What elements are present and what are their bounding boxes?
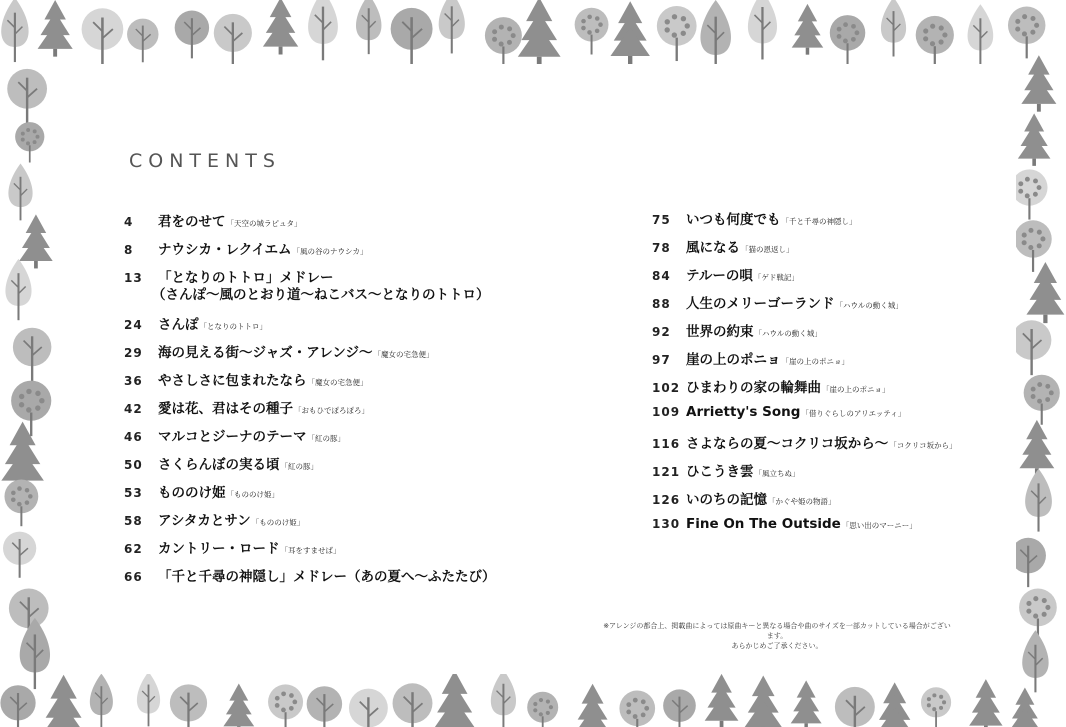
page-number: 92 — [652, 325, 671, 339]
tree-icon — [1019, 589, 1057, 641]
song-title: カントリー・ロード — [158, 541, 280, 557]
song-title: ひまわりの家の輪舞曲 — [686, 380, 821, 396]
tree-icon — [969, 679, 1002, 727]
source-film: 「コクリコ坂から」 — [889, 441, 957, 450]
source-film: 「ゲド戦記」 — [753, 273, 799, 282]
source-film: 「もののけ姫」 — [226, 490, 279, 499]
source-film: 「風の谷のナウシカ」 — [292, 247, 368, 256]
page-number: 121 — [652, 465, 681, 479]
tree-icon — [835, 687, 875, 727]
song-title: もののけ姫 — [158, 485, 226, 501]
toc-entry[interactable] — [652, 264, 799, 284]
tree-icon — [791, 680, 822, 727]
toc-entry[interactable] — [652, 432, 957, 452]
song-title: いつも何度でも — [686, 212, 781, 228]
song-title: Fine On The Outside — [686, 516, 841, 532]
page-number: 58 — [124, 514, 143, 528]
tree-icon — [485, 17, 522, 68]
song-title-continued: （さんぽ～風のとおり道～ねこバス～となりのトトロ） — [152, 287, 490, 303]
tree-icon — [439, 0, 465, 53]
tree-icon — [11, 381, 51, 437]
toc-entry[interactable] — [124, 565, 496, 585]
tree-icon — [4, 479, 38, 526]
song-title: 海の見える街～ジャズ・アレンジ～ — [158, 345, 373, 361]
tree-icon — [968, 4, 994, 64]
song-title: 「となりのトトロ」メドレー — [158, 270, 334, 286]
song-title: 君をのせて — [158, 214, 226, 230]
tree-icon — [1022, 630, 1048, 692]
song-title: 愛は花、君はその種子 — [158, 401, 293, 417]
toc-entry[interactable] — [652, 376, 890, 396]
song-title: テルーの唄 — [686, 268, 753, 284]
page-number: 29 — [124, 346, 143, 360]
tree-icon — [434, 670, 476, 727]
page-number: 42 — [124, 402, 143, 416]
tree-icon — [748, 0, 777, 59]
source-film: 「猫の恩返し」 — [741, 245, 794, 254]
toc-entry[interactable] — [652, 208, 857, 228]
song-title: 人生のメリーゴーランド — [686, 296, 835, 312]
source-film: 「紅の豚」 — [280, 462, 318, 471]
toc-entry[interactable] — [652, 292, 903, 312]
toc-entry[interactable] — [124, 238, 368, 258]
source-film: 「魔女の宅急便」 — [373, 350, 434, 359]
tree-icon — [349, 689, 388, 727]
toc-entry[interactable] — [124, 481, 279, 501]
song-title: 「千と千尋の神隠し」メドレー（あの夏へ～ふたたび） — [158, 569, 496, 585]
tree-icon — [20, 618, 50, 689]
page-number: 8 — [124, 243, 134, 257]
toc-entry[interactable] — [124, 397, 369, 417]
tree-icon — [876, 682, 914, 727]
tree-icon — [13, 328, 52, 381]
toc-entry[interactable] — [124, 313, 267, 333]
page-number: 88 — [652, 297, 671, 311]
source-film: 「魔女の宅急便」 — [307, 378, 368, 387]
tree-icon — [1018, 113, 1051, 166]
source-film: 「紅の豚」 — [307, 434, 345, 443]
tree-icon — [19, 214, 53, 268]
page-number: 4 — [124, 215, 134, 229]
page-number: 130 — [652, 517, 681, 531]
page-number: 116 — [652, 437, 681, 451]
song-title: いのちの記憶 — [686, 492, 767, 508]
tree-icon — [1008, 7, 1045, 59]
tree-icon — [223, 683, 254, 727]
toc-entry[interactable] — [124, 537, 341, 557]
page-number: 46 — [124, 430, 143, 444]
tree-icon — [214, 14, 252, 67]
song-title: やさしさに包まれたなら — [158, 373, 307, 389]
tree-icon — [700, 0, 731, 72]
source-film: 「耳をすませば」 — [280, 546, 341, 555]
song-title: 世界の約束 — [686, 324, 754, 340]
song-title: アシタカとサン — [158, 513, 251, 529]
tree-icon — [82, 8, 124, 66]
page-number: 24 — [124, 318, 143, 332]
tree-icon — [268, 684, 303, 727]
tree-icon — [663, 689, 696, 727]
toc-entry[interactable] — [652, 460, 800, 480]
toc-entry[interactable] — [124, 425, 345, 445]
tree-icon — [657, 6, 697, 61]
source-film: 「となりのトトロ」 — [199, 322, 267, 331]
source-film: 「思い出のマーニー」 — [841, 521, 917, 530]
tree-icon — [175, 11, 209, 59]
tree-icon — [170, 684, 207, 727]
tree-icon — [356, 0, 381, 54]
tree-icon — [745, 676, 782, 727]
song-title: さくらんぼの実る頃 — [158, 457, 280, 473]
tree-icon — [90, 674, 113, 727]
tree-icon — [575, 8, 609, 55]
tree-icon — [610, 1, 649, 65]
song-title: マルコとジーナのテーマ — [158, 429, 307, 445]
tree-icon — [575, 684, 611, 727]
tree-icon — [527, 692, 558, 727]
song-title: さんぽ — [158, 317, 199, 333]
toc-entry[interactable] — [652, 320, 822, 340]
toc-entry[interactable] — [652, 348, 849, 368]
tree-icon — [881, 0, 906, 57]
toc-entry[interactable] — [652, 488, 836, 508]
page-number: 53 — [124, 486, 143, 500]
page-number: 78 — [652, 241, 671, 255]
song-title: ナウシカ・レクイエム — [158, 242, 292, 258]
tree-icon — [1, 0, 28, 62]
page-title: CONTENTS — [129, 150, 281, 172]
tree-icon — [263, 0, 298, 54]
tree-icon — [391, 8, 433, 66]
toc-entry[interactable] — [124, 210, 302, 230]
page-number: 75 — [652, 213, 671, 227]
song-title: さよならの夏～コクリコ坂から～ — [686, 436, 889, 452]
song-title: 崖の上のポニョ — [686, 352, 781, 368]
page-number: 50 — [124, 458, 143, 472]
toc-entry[interactable] — [124, 509, 304, 529]
page-number: 84 — [652, 269, 671, 283]
page-number: 13 — [124, 271, 143, 285]
page-number: 109 — [652, 405, 681, 419]
source-film: 「崖の上のポニョ」 — [822, 385, 890, 394]
source-film: 「かぐや姫の物語」 — [768, 497, 836, 506]
source-film: 「千と千尋の神隠し」 — [781, 217, 857, 226]
page-number: 102 — [652, 381, 681, 395]
tree-icon — [7, 69, 47, 124]
toc-entry[interactable] — [652, 236, 794, 256]
tree-icon — [127, 19, 158, 63]
song-title: ひこうき雲 — [686, 464, 754, 480]
tree-icon — [491, 670, 516, 727]
toc-entry[interactable] — [652, 516, 917, 532]
tree-icon — [137, 672, 160, 727]
tree-icon — [619, 690, 655, 727]
toc-entry[interactable] — [124, 453, 318, 473]
tree-icon — [0, 685, 35, 727]
tree-icon — [15, 122, 44, 162]
tree-icon — [393, 683, 433, 727]
tree-icon — [518, 0, 561, 66]
tree-icon — [1009, 687, 1040, 727]
source-film: 「おもひでぽろぽろ」 — [294, 406, 369, 415]
tree-icon — [38, 0, 73, 57]
footnote — [602, 621, 952, 651]
tree-icon — [42, 675, 85, 727]
source-film: 「もののけ姫」 — [251, 518, 305, 527]
tree-icon — [792, 4, 824, 55]
tree-icon — [1024, 375, 1060, 425]
tree-icon — [5, 259, 31, 320]
tree-icon — [307, 686, 343, 727]
footnote-line: あらかじめご了承ください。 — [731, 642, 823, 650]
toc-entry[interactable] — [652, 404, 905, 420]
source-film: 「ハウルの動く城」 — [754, 329, 822, 338]
source-film: 「天空の城ラピュタ」 — [226, 219, 302, 228]
tree-icon — [1019, 420, 1054, 476]
page-number: 36 — [124, 374, 143, 388]
source-film: 「崖の上のポニョ」 — [781, 357, 849, 366]
tree-icon — [1021, 55, 1056, 111]
page-number: 62 — [124, 542, 143, 556]
source-film: 「ハウルの動く城」 — [835, 301, 903, 310]
tree-icon — [1012, 320, 1052, 375]
song-title: 風になる — [686, 240, 740, 256]
tree-icon — [830, 15, 866, 64]
tree-icon — [921, 687, 951, 727]
footnote-line: ※アレンジの都合上、掲載曲によっては原曲キーと異なる場合や曲のサイズを一部カットしている場合がございます。 — [603, 622, 951, 640]
tree-icon — [8, 164, 32, 221]
source-film: 「借りぐらしのアリエッティ」 — [801, 409, 906, 418]
tree-icon — [308, 0, 338, 60]
tree-icon — [3, 532, 36, 578]
source-film: 「風立ちぬ」 — [754, 469, 800, 478]
page-number: 126 — [652, 493, 681, 507]
tree-icon — [916, 16, 954, 69]
toc-entry[interactable] — [124, 341, 434, 361]
toc-entry[interactable] — [124, 369, 368, 389]
page-number: 66 — [124, 570, 143, 584]
tree-icon — [1025, 469, 1052, 532]
tree-icon — [1011, 169, 1047, 219]
page-number: 97 — [652, 353, 671, 367]
song-title: Arrietty's Song — [686, 404, 801, 420]
tree-icon — [705, 674, 739, 727]
